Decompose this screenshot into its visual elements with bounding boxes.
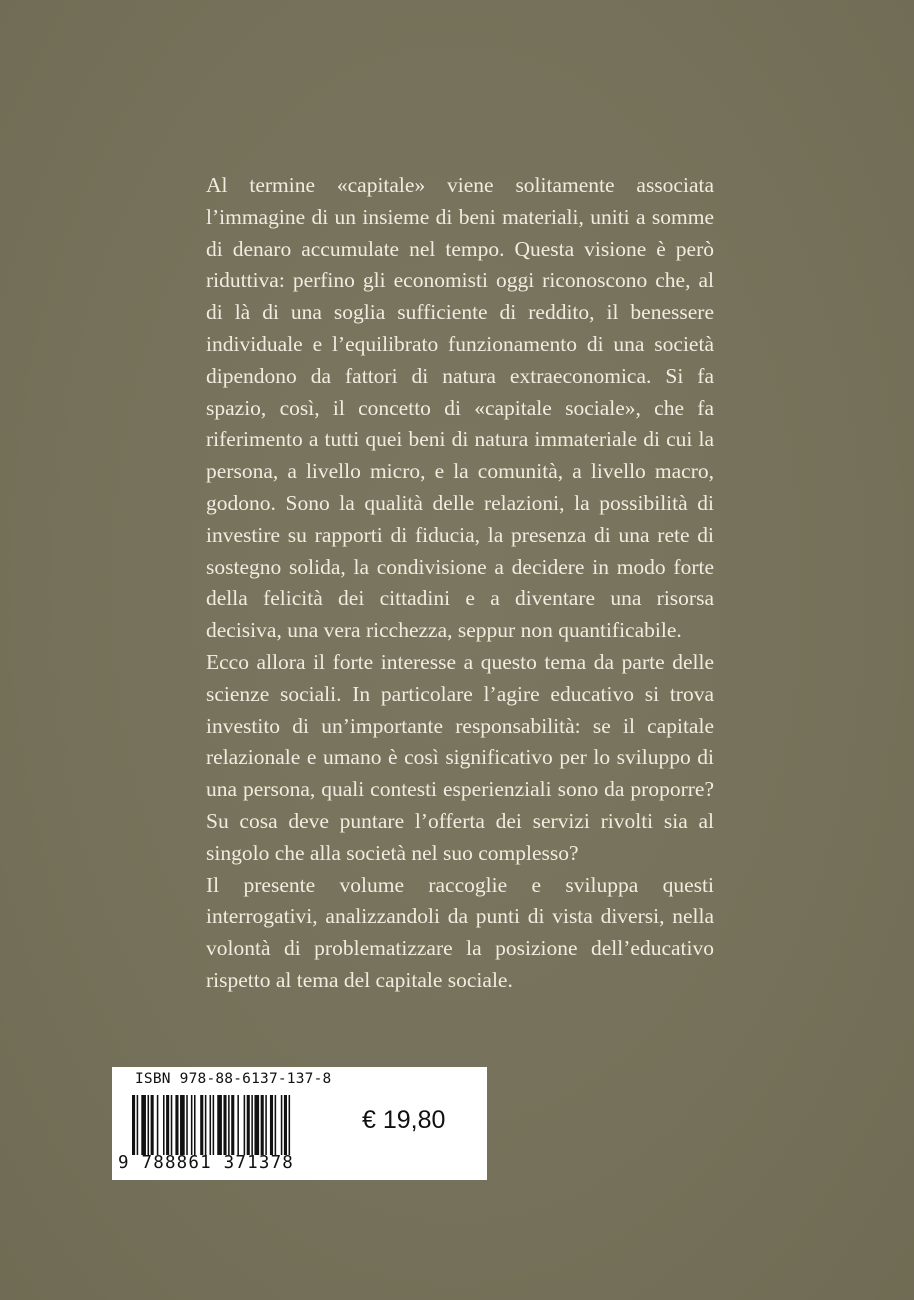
- barcode-bar: [251, 1095, 253, 1155]
- barcode-bar: [270, 1095, 273, 1155]
- barcode-bar: [166, 1095, 169, 1155]
- barcode-bar: [275, 1095, 277, 1155]
- back-cover-blurb: [206, 170, 714, 997]
- barcode-bar: [217, 1095, 222, 1155]
- barcode-bar: [213, 1095, 215, 1155]
- blurb-paragraph-3: Il presente volume raccoglie e sviluppa questi interrogativi, analizzandoli da punti di vista diversi, nella volontà di problematizzare la posizione dell’educativo rispetto al tema del capitale sociale.: [206, 872, 714, 992]
- barcode-bar: [171, 1095, 173, 1155]
- barcode-bar: [247, 1095, 250, 1155]
- isbn-text: ISBN 978-88-6137-137-8: [135, 1071, 332, 1087]
- barcode-bar: [186, 1095, 188, 1155]
- barcode-bar: [132, 1095, 135, 1155]
- barcode-bar: [163, 1095, 165, 1155]
- barcode-bar: [265, 1095, 267, 1155]
- barcode-bar: [210, 1095, 212, 1155]
- barcode-image: [132, 1095, 342, 1155]
- barcode-bar: [180, 1095, 185, 1155]
- barcode-bar: [261, 1095, 264, 1155]
- barcode-bar: [237, 1095, 239, 1155]
- price-label: € 19,80: [362, 1106, 446, 1134]
- barcode-bar: [244, 1095, 246, 1155]
- barcode-bar: [191, 1095, 193, 1155]
- barcode-bar: [254, 1095, 259, 1155]
- barcode-bar: [231, 1095, 234, 1155]
- barcode-bar: [141, 1095, 146, 1155]
- barcode-bar: [205, 1095, 207, 1155]
- blurb-paragraph-2: Ecco allora il forte interesse a questo tema da parte delle scienze sociali. In particolare l’agire educativo si trova investito di un’importante responsabilità: se il capitale relazionale e umano è così significativo per lo sviluppo di una persona, quali contesti esperienziali sono da proporre? Su cosa deve puntare l’offerta dei servizi rivolti sia al singolo che alla società nel suo complesso?: [206, 649, 714, 865]
- barcode-bar: [148, 1095, 150, 1155]
- barcode-bar: [284, 1095, 287, 1155]
- barcode-bar: [223, 1095, 226, 1155]
- barcode-bar: [281, 1095, 283, 1155]
- barcode-bar: [151, 1095, 154, 1155]
- barcode-bar: [200, 1095, 203, 1155]
- barcode-bar: [157, 1095, 159, 1155]
- barcode-digits: 9 788861 371378: [118, 1153, 295, 1173]
- barcode-bar: [194, 1095, 196, 1155]
- barcode-bar: [289, 1095, 291, 1155]
- barcode-bar: [175, 1095, 178, 1155]
- blurb-paragraph-1: Al termine «capitale» viene solitamente associata l’immagine di un insieme di beni materiali, uniti a somme di denaro accumulate nel tempo. Questa visione è però riduttiva: perfino gli economisti oggi riconoscono che, al di là di una soglia sufficiente di reddito, il benessere individuale e l’equilibrato funzionamento di una società dipendono da fattori di natura extraeconomica. Si fa spazio, così, il concetto di «capitale sociale», che fa riferimento a tutti quei beni di natura immateriale di cui la persona, a livello micro, e la comunità, a livello macro, godono. Sono la qualità delle relazioni, la possibilità di investire su rapporti di fiducia, la presenza di una rete di sostegno solida, la condivisione a decidere in modo forte della felicità dei cittadini e a diventare una risorsa decisiva, una vera ricchezza, seppur non quantificabile.: [206, 173, 714, 643]
- barcode-label: [112, 1067, 487, 1180]
- barcode-bar: [137, 1095, 139, 1155]
- barcode-bar: [228, 1095, 230, 1155]
